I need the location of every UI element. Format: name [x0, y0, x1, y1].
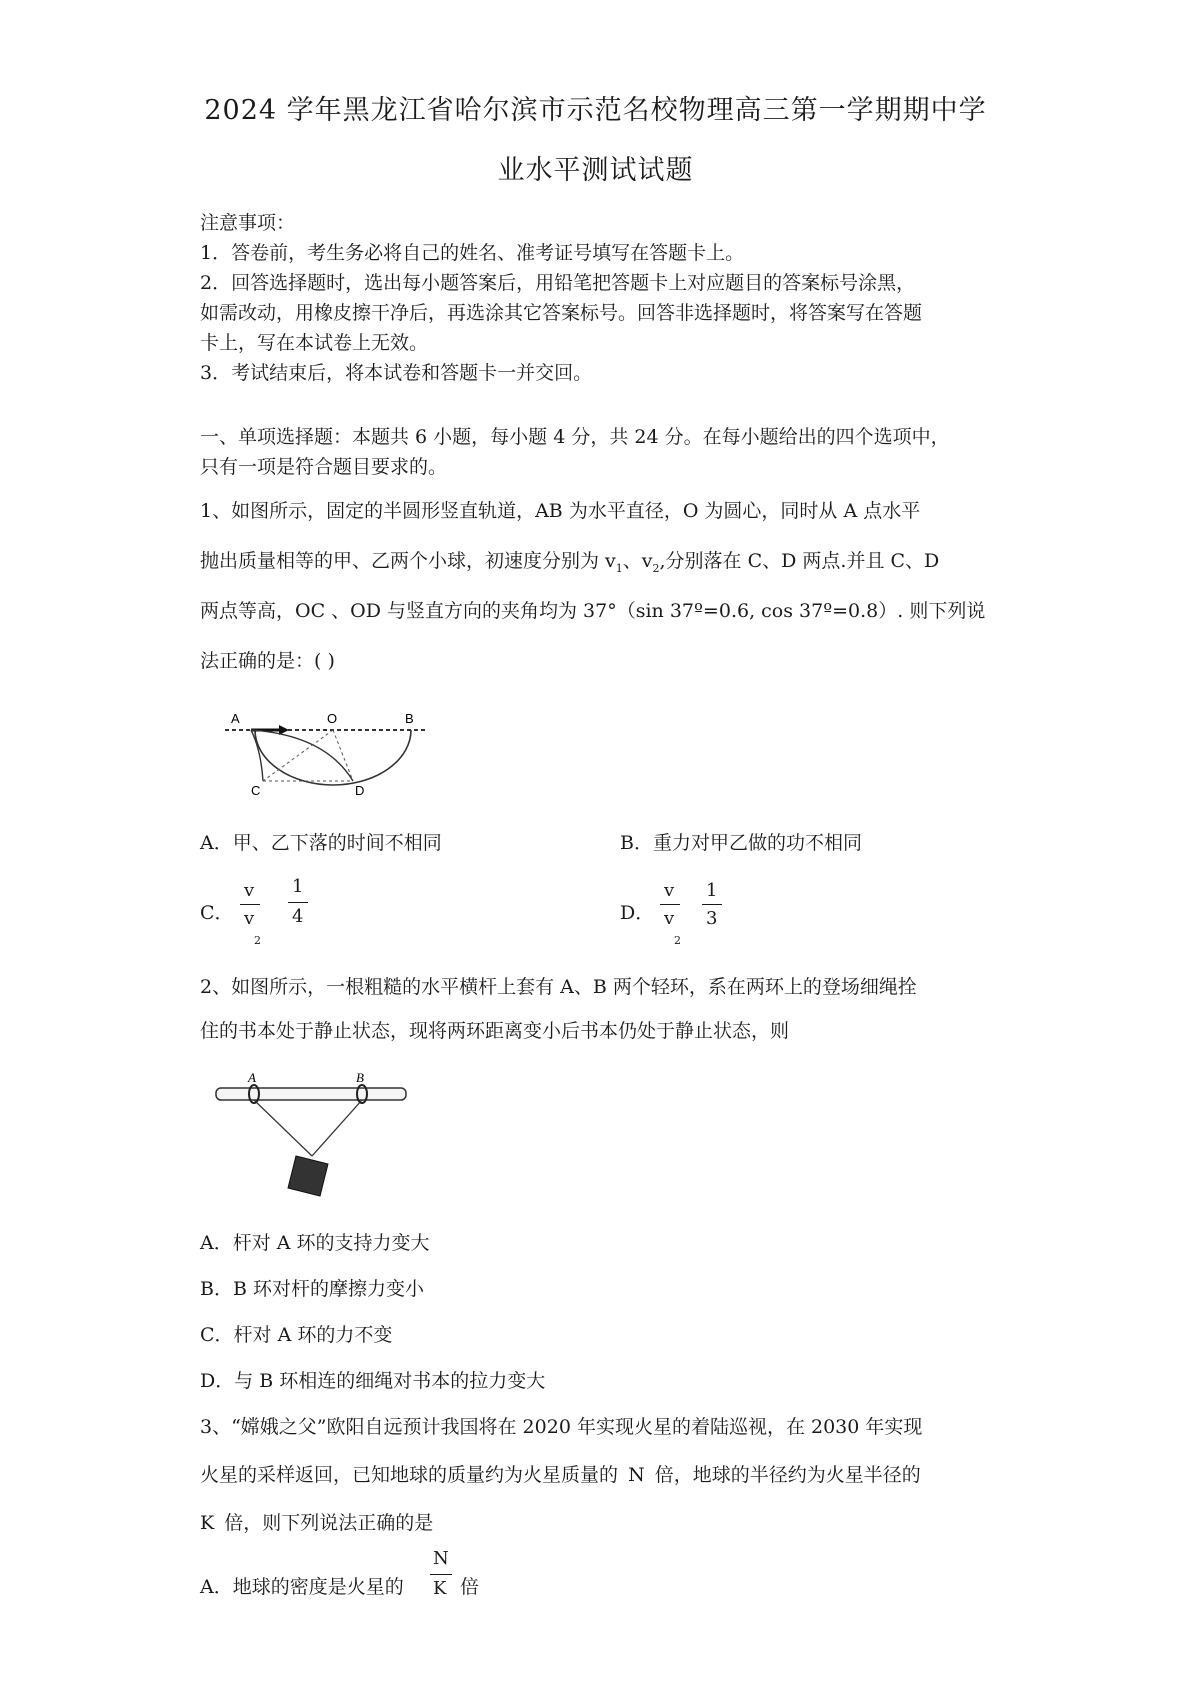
q2-option-b: B．B 环对杆的摩擦力变小 [200, 1278, 424, 1300]
q3-option-a-num: N [433, 1548, 449, 1569]
q1-option-d-value-den: 3 [706, 908, 718, 929]
q1-radius-od [333, 730, 353, 781]
q1-line4: 法正确的是：( ) [200, 650, 335, 672]
q2-option-a: A．杆对 A 环的支持力变大 [200, 1232, 430, 1254]
q2-book [288, 1156, 328, 1196]
q1-option-c-num: v [244, 880, 255, 901]
q1-label-b: B [405, 711, 414, 726]
q3-option-a-prefix: A．地球的密度是火星的 [200, 1576, 404, 1598]
q3-line2-text-a: 火星的采样返回，已知地球的质量约为火星质量的 [200, 1464, 619, 1486]
q1-line2-text-c: ,分别落在 C、D 两点.并且 C、D [659, 550, 940, 572]
q1-label-d: D [355, 783, 365, 798]
notice-item-3: 3．考试结束后，将本试卷和答题卡一并交回。 [200, 362, 593, 384]
q2-horizontal-rod [216, 1088, 406, 1100]
q3-line1: 3、“嫦娥之父”欧阳自远预计我国将在 2020 年实现火星的着陆巡视，在 2030 年实现 [200, 1416, 923, 1438]
q1-radius-oc [263, 730, 333, 781]
q1-option-d-num: v [664, 880, 675, 901]
q1-line2 [200, 546, 939, 575]
q2-string-a [254, 1100, 312, 1156]
q1-trajectory-d [251, 730, 353, 781]
q1-option-d-value-num: 1 [706, 880, 718, 901]
q1-v1-subscript: 1 [615, 561, 623, 575]
section1-line1: 一、单项选择题：本题共 6 小题，每小题 4 分，共 24 分。在每小题给出的四个选项中， [200, 426, 950, 448]
q1-option-d-den: v [664, 908, 675, 929]
q1-option-c-prefix: C． [200, 902, 234, 924]
q1-line1: 1、如图所示，固定的半圆形竖直轨道，AB 为水平直径，O 为圆心，同时从 A 点水平 [200, 500, 921, 522]
q2-line1: 2、如图所示，一根粗糙的水平横杆上套有 A、B 两个轻环，系在两环上的登场细绳拴 [200, 976, 917, 998]
q2-line2: 住的书本处于静止状态，现将两环距离变小后书本仍处于静止状态，则 [200, 1020, 790, 1042]
q2-label-a: A [248, 1070, 256, 1085]
q2-option-c: C．杆对 A 环的力不变 [200, 1324, 393, 1346]
q3-line2-n: N [628, 1464, 645, 1486]
q1-semicircle-figure [215, 705, 435, 798]
notice-heading: 注意事项： [200, 212, 296, 234]
q3-line2 [200, 1460, 921, 1487]
q1-label-o: O [327, 711, 338, 726]
q3-option-a-den: K [433, 1578, 447, 1599]
notice-item-2c: 卡上，写在本试卷上无效。 [200, 332, 429, 354]
q1-option-a: A．甲、乙下落的时间不相同 [200, 832, 442, 854]
q3-line3-text: 倍，则下列说法正确的是 [224, 1512, 434, 1534]
q1-option-b: B．重力对甲乙做的功不相同 [620, 832, 862, 854]
notice-item-2b: 如需改动，用橡皮擦干净后，再选涂其它答案标号。回答非选择题时，将答案写在答题 [200, 302, 923, 324]
q1-option-c-sub: 2 [254, 934, 261, 947]
section1-line2: 只有一项是符合题目要求的。 [200, 456, 448, 478]
q3-line3-k: K [200, 1512, 215, 1534]
q1-option-c-den: v [244, 908, 255, 929]
q1-option-c-value-num: 1 [292, 876, 304, 897]
notice-item-1: 1．答卷前，考生务必将自己的姓名、准考证号填写在答题卡上。 [200, 242, 745, 264]
q3-line3 [200, 1508, 433, 1535]
q1-option-d-sub: 2 [674, 934, 681, 947]
q2-label-b: B [356, 1070, 364, 1085]
q2-rod-figure [212, 1068, 412, 1198]
q2-string-b [312, 1100, 362, 1156]
q1-label-a: A [231, 711, 240, 726]
q1-line3: 两点等高，OC 、OD 与竖直方向的夹角均为 37°（sin 37º=0.6, cos 37º=0.8）. 则下列说 [200, 600, 986, 622]
notice-item-2a: 2．回答选择题时，选出每小题答案后，用铅笔把答题卡上对应题目的答案标号涂黑， [200, 272, 916, 294]
q1-option-d-prefix: D． [620, 902, 655, 924]
q3-line2-text-b: 倍，地球的半径约为火星半径的 [654, 1464, 921, 1486]
q1-line2-text-a: 抛出质量相等的甲、乙两个小球，初速度分别为 v [200, 550, 616, 572]
page-title-line2: 业水平测试试题 [497, 155, 694, 186]
q1-option-c-value-den: 4 [292, 906, 304, 927]
q1-label-c: C [251, 783, 261, 798]
q3-option-a-suffix: 倍 [460, 1576, 480, 1598]
page-title-line1: 2024 学年黑龙江省哈尔滨市示范名校物理高三第一学期期中学 [204, 95, 987, 126]
q1-trajectory-c [251, 730, 263, 781]
q2-option-d: D．与 B 环相连的细绳对书本的拉力变大 [200, 1370, 546, 1392]
q1-line2-text-b: 、v [622, 550, 653, 572]
q1-v2-subscript: 2 [652, 561, 660, 575]
